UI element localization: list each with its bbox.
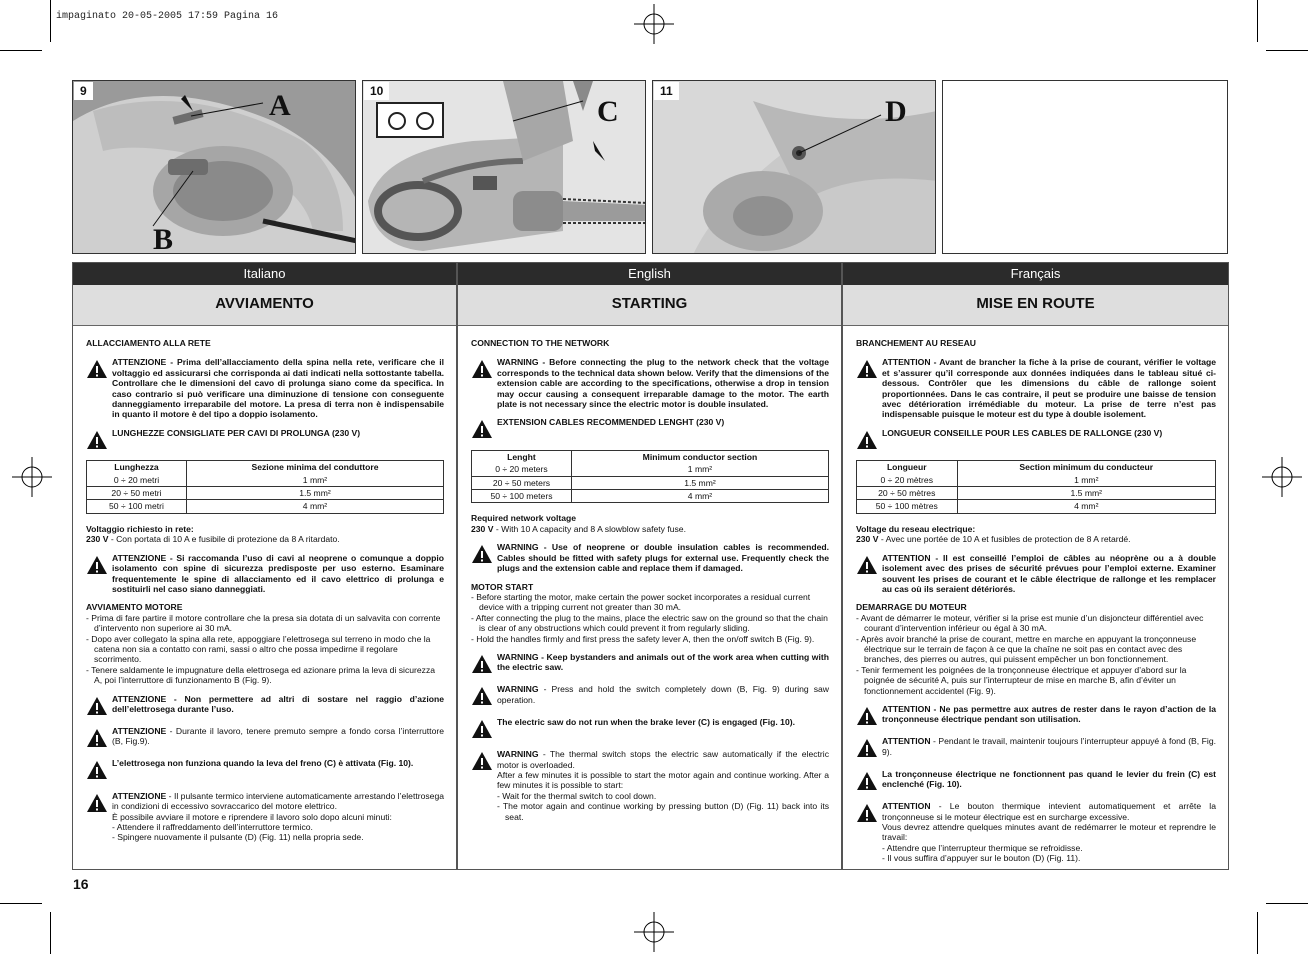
column-english [457,262,842,870]
warning-thermal-text: - The thermal switch stops the electric saw automatically if the electric motor is overloaded. [497,749,829,770]
warning-thermal-text: - Il pulsante termico interviene automaticamente arrestando l’elettrosega in condizioni di eccessivo sovraccarico del motore elettrico. [112,790,444,812]
warning-thermal [856,801,1216,863]
warning-switch-label: WARNING [497,684,539,695]
warning-icon [856,815,878,825]
motor-steps [471,592,829,644]
warning-switch-text: - Durante il lavoro, tenere premuto sempre a fondo corsa l’interruttore (B, Fig.9). [112,725,444,747]
warning-icon [471,371,493,381]
warning-brake [86,758,444,782]
warning-icon [471,731,493,741]
warning-cables-text: ATTENZIONE - Si raccomanda l’uso di cavi al neoprene o comunque a doppio isolamento con spine di sicurezza predisposte per uso esterno. Esaminare frequentemente le spine di allacciamento ed il cavo elettrico di prolunga e sostituirli nel caso siano danneggiati. [112,552,444,594]
warning-icon [471,763,493,773]
crop-mark [50,0,51,42]
warning-thermal-extra: È possibile avviare il motore e riprendere il lavoro solo dopo alcuni minuti: [112,811,392,822]
warning-icon [856,718,878,728]
figure-9-photo [72,80,356,254]
list-item: - Hold the handles firmly and first press the safety lever A, then the on/off switch B (Fig. 9). [471,633,815,644]
warning-cables-text: WARNING - Use of neoprene or double insulation cables is recommended. Cables should be fitted with safety plugs for external use. Frequently check the plugs and the extension cable and replace them if damaged. [497,542,829,574]
warning-bystanders-text: ATTENTION - Ne pas permettre aux autres de rester dans le rayon d’action de la tronçonneuse électrique pendant son utilisation. [882,703,1216,725]
registration-mark-icon [12,457,52,497]
section-title: STARTING [458,285,841,326]
page-number: 16 [73,876,89,892]
warning-switch-text: - Press and hold the switch completely down (B, Fig. 9) during saw operation. [497,684,829,705]
thermal-steps [112,822,444,843]
table-cell-length: 0 ÷ 20 mètres [857,474,958,487]
table-header-section: Section minimum du conducteur [957,461,1215,474]
warning-cables [86,553,444,595]
table-row [472,490,829,503]
voltage-line [86,534,444,544]
connection-heading: BRANCHEMENT AU RESEAU [856,338,976,348]
table-header-length: Longueur [857,461,958,474]
figure-label-a: A [269,89,291,122]
warning-thermal-extra: Vous devrez attendre quelques minutes avant de redémarrer le moteur et reprendre le travail: [882,822,1216,843]
table-cell-section: 1.5 mm² [957,487,1215,500]
table-row [857,474,1216,487]
warning-cables [471,542,829,573]
warning-brake-text: La tronçonneuse électrique ne fonctionnent pas quand le levier du frein (C) est enclenché (Fig. 10). [882,768,1216,790]
table-cell-length: 50 ÷ 100 meters [472,490,572,503]
figure-number: 9 [74,82,93,100]
table-row [472,476,829,489]
warning-icon [86,371,108,381]
warning-connection [856,357,1216,419]
warning-brake-text: The electric saw do not run when the brake lever (C) is engaged (Fig. 10). [497,716,795,727]
list-item: - After connecting the plug to the mains, place the electric saw on the ground so that the chain is clear of any obstructions which could prevent it from regularly sliding. [471,612,828,634]
empty-figure-box [942,80,1228,254]
table-cell-section: 1 mm² [957,474,1215,487]
warning-brake-text: L’elettrosega non funziona quando la leva del freno (C) è attivata (Fig. 10). [112,758,414,769]
table-header-section: Minimum conductor section [571,450,828,463]
warning-switch-label: ATTENTION [882,736,931,747]
table-cell-section: 1.5 mm² [186,487,443,500]
section-body [843,326,1228,864]
list-item: - Attendere il raffreddamento dell’interruttore termico. [112,822,313,832]
warning-icon [471,698,493,708]
section-body [73,326,456,843]
cable-table [471,450,829,504]
warning-icon [856,567,878,577]
connection-heading: CONNECTION TO THE NETWORK [471,338,610,348]
list-item: - Attendre que l’interrupteur thermique se refroidisse. [882,842,1083,853]
warning-bystanders [471,652,829,676]
list-item: - Before starting the motor, make certain the power socket incorporates a residual current device with a tripping current not greater than 30 mA. [471,591,811,613]
warning-cables-text: ATTENTION - Il est conseillé l’emploi de câbles au néoprène ou a à double isolement avec des prises de sécurité prévues pour l’emploi externe. Examiner souvent les prises de courant et le câble électrique de rallonge et les remplacer au cas où ils seraient détériorés. [882,552,1216,594]
table-row [857,487,1216,500]
language-header: Italiano [73,263,456,285]
crop-mark [0,903,42,904]
warning-thermal [86,791,444,843]
motor-heading: AVVIAMENTO MOTORE [86,602,183,613]
voltage-text: - Avec une portée de 10 A et fusibles de protection de 8 A retardé. [878,534,1131,545]
voltage-value: 230 V [86,534,109,545]
warning-switch-label: ATTENZIONE [112,725,167,736]
warning-icon [86,567,108,577]
warning-bystanders [856,704,1216,728]
warning-thermal-label: ATTENTION [882,801,931,812]
voltage-label: Voltaggio richiesto in rete: [86,523,194,534]
list-item: - Tenir fermement les poignées de la tronçonneuse électrique et appuyer d’abord sur la poignée de sécurité A, puis sur l’interrupteur de mise en marche B, afin d’éviter un fonctionnement accidentel (Fig. 9). [856,664,1187,696]
motor-steps [856,613,1216,696]
crop-mark [50,912,51,954]
warning-connection-text: ATTENTION - Avant de brancher la fiche à la prise de courant, vérifier le voltage et s’assurer qu’il corresponde aux données indiquées dans le tableau situé ci-dessous. Contrôler que les dimensions du câble de rallonge soient proportionnées. Dans le cas contraire, il peut se produire une baisse de tension avec détérioration irrémédiable du moteur. La prise de terre n’est pas indispensable puisque le moteur est du type à double isolement. [882,357,1216,420]
warning-brake [856,769,1216,793]
warning-icon [856,371,878,381]
figure-10-photo [362,80,646,254]
language-header: Français [843,263,1228,285]
voltage-text: - With 10 A capacity and 8 A slowblow safety fuse. [493,523,686,534]
warning-cables [856,553,1216,595]
motor-steps [86,613,444,686]
warning-cable-lengths [86,428,444,452]
language-header: English [458,263,841,285]
registration-mark-icon [634,4,674,44]
list-item: - Spingere nuovamente il pulsante (D) (Fig. 11) nella propria sede. [112,832,364,843]
registration-mark-icon [1262,457,1302,497]
warning-thermal-label: ATTENZIONE [112,790,167,801]
warning-connection-text: ATTENZIONE - Prima dell’allacciamento della spina nella rete, verificare che il voltaggio ed assicurarsi che corrisponda ai dati indicati nella sottostante tabella. Controllare che le dimensioni del cavo di prolunga siano come da specifica. In caso contrario si può verificare una diminuzione di tensione con conseguente danneggiamento irreparabile del motore. La presa di terra non è indispensabile in quanto il motore è del tipo a doppio isolamento. [112,357,444,420]
crop-mark [1266,903,1308,904]
warning-icon [86,740,108,750]
table-row [87,500,444,513]
section-body [458,326,841,822]
table-header-section: Sezione minima del conduttore [186,461,443,474]
figure-11-photo [652,80,936,254]
table-cell-length: 20 ÷ 50 metri [87,487,187,500]
warning-connection-text: WARNING - Before connecting the plug to the network check that the voltage corresponds to the technical data shown below. Verify that the dimensions of the extension cable are according to the specifications, otherwise a drop in tension may occur causing a consequent irreparable damage to the motor. The earth plate is not necessary since the electric motor is double insulated. [497,357,829,410]
table-row [472,463,829,476]
section-title: MISE EN ROUTE [843,285,1228,326]
crop-mark [1266,50,1308,51]
table-cell-length: 0 ÷ 20 metri [87,474,187,487]
warning-connection [86,357,444,419]
warning-cable-lengths [856,428,1216,452]
crop-mark [1257,912,1258,954]
column-french [842,262,1229,870]
voltage-value: 230 V [856,534,879,545]
warning-cable-lengths [471,417,829,441]
table-cell-length: 20 ÷ 50 mètres [857,487,958,500]
crop-mark [1257,0,1258,42]
list-item: - Avant de démarrer le moteur, vérifier si la prise est munie d’un disjoncteur différentiel avec courant d’intervention inférieur ou égal à 30 mA. [856,612,1204,634]
cable-table [86,460,444,514]
warning-connection [471,357,829,409]
warning-cable-lengths-text: EXTENSION CABLES RECOMMENDED LENGHT (230 V) [497,417,725,428]
warning-thermal-label: WARNING [497,749,539,760]
figure-number: 10 [364,82,389,100]
voltage-value: 230 V [471,523,494,534]
table-cell-length: 50 ÷ 100 metri [87,500,187,513]
table-cell-length: 50 ÷ 100 mètres [857,500,958,513]
warning-thermal-text: - Le bouton thermique intevient automatiquement et arrête la tronçonneuse si le moteur électrique est en surcharge excessive. [882,801,1216,822]
warning-bystanders [86,694,444,718]
warning-thermal [471,749,829,822]
warning-icon [856,783,878,793]
table-header-length: Lunghezza [87,461,187,474]
registration-mark-icon [634,912,674,952]
warning-cable-lengths-text: LUNGHEZZE CONSIGLIATE PER CAVI DI PROLUNGA (230 V) [112,427,361,438]
table-header-length: Lenght [472,450,572,463]
table-cell-length: 0 ÷ 20 meters [472,463,572,476]
table-row [87,487,444,500]
motor-heading: DEMARRAGE DU MOTEUR [856,602,967,613]
list-item: - Il vous suffira d’appuyer sur le bouton (D) (Fig. 11). [882,853,1081,864]
table-cell-section: 1.5 mm² [571,476,828,489]
warning-icon [856,442,878,452]
column-italian [72,262,457,870]
warning-bystanders-text: WARNING - Keep bystanders and animals out of the work area when cutting with the electric saw. [497,651,829,673]
crop-mark [0,50,42,51]
table-cell-section: 4 mm² [957,500,1215,513]
voltage-label: Voltage du reseau electrique: [856,523,976,534]
warning-icon [86,442,108,452]
figure-number: 11 [654,82,679,100]
warning-brake [471,717,829,741]
list-item: - Après avoir branché la prise de courant, mettre en marche en appuyant la tronçonneuse électrique sur le terrain de façon à ce que la chaîne ne soit pas en contact avec des branches, des pierres ou autres, qui puissent empêcher un bon fonctionnement. [856,633,1197,665]
table-row [87,474,444,487]
list-item: - Wait for the thermal switch to cool down. [497,790,657,801]
list-item: - The motor again and continue working by pressing button (D) (Fig. 11) back into its seat. [497,801,829,822]
warning-switch [856,736,1216,760]
voltage-text: - Con portata di 10 A e fusibile di protezione da 8 A ritardato. [108,534,340,545]
warning-icon [86,772,108,782]
motor-heading: MOTOR START [471,581,534,592]
table-row [857,500,1216,513]
voltage-line [471,524,829,534]
table-cell-section: 4 mm² [571,490,828,503]
list-item: - Prima di fare partire il motore controllare che la presa sia dotata di un salvavita con corrente d’intervento non superiore ai 30 mA. [86,612,441,634]
list-item: - Dopo aver collegato la spina alla rete, appoggiare l’elettrosega sul terreno in modo che la catena non sia a contatto con rami, sassi o altro che possa impedirne il regolare scorrimento. [86,633,431,665]
figure-label-b: B [153,223,174,254]
warning-cable-lengths-text: LONGUEUR CONSEILLE POUR LES CABLES DE RALLONGE (230 V) [882,427,1163,438]
table-cell-section: 1 mm² [186,474,443,487]
connection-heading: ALLACCIAMENTO ALLA RETE [86,338,211,348]
voltage-line [856,534,1216,544]
section-title: AVVIAMENTO [73,285,456,326]
warning-icon [471,666,493,676]
warning-switch [86,726,444,750]
warning-icon [856,750,878,760]
print-header: impaginato 20-05-2005 17:59 Pagina 16 [56,11,279,22]
warning-switch-text: - Pendant le travail, maintenir toujours l’interrupteur appuyé à fond (B, Fig. 9). [882,736,1216,757]
list-item: - Tenere saldamente le impugnature della elettrosega ed azionare prima la leva di sicurezza A, poi l’interruttore di funzionamento B (Fig. 9). [86,664,436,686]
thermal-steps [497,791,829,822]
warning-bystanders-text: ATTENZIONE - Non permettere ad altri di sostare nel raggio d’azione dell’elettrosega durante l’uso. [112,693,444,714]
voltage-label: Required network voltage [471,513,577,524]
figure-label-d: D [885,95,907,128]
table-cell-section: 4 mm² [186,500,443,513]
warning-icon [86,805,108,815]
table-cell-section: 1 mm² [571,463,828,476]
warning-thermal-extra: After a few minutes it is possible to start the motor again and continue working. After a few minutes it is possible to start: [497,769,829,791]
thermal-steps [882,843,1216,864]
warning-switch [471,684,829,708]
table-cell-length: 20 ÷ 50 meters [472,476,572,489]
cable-table [856,460,1216,514]
warning-icon [86,708,108,718]
warning-icon [471,556,493,566]
figure-label-c: C [597,95,619,128]
warning-icon [471,431,493,441]
